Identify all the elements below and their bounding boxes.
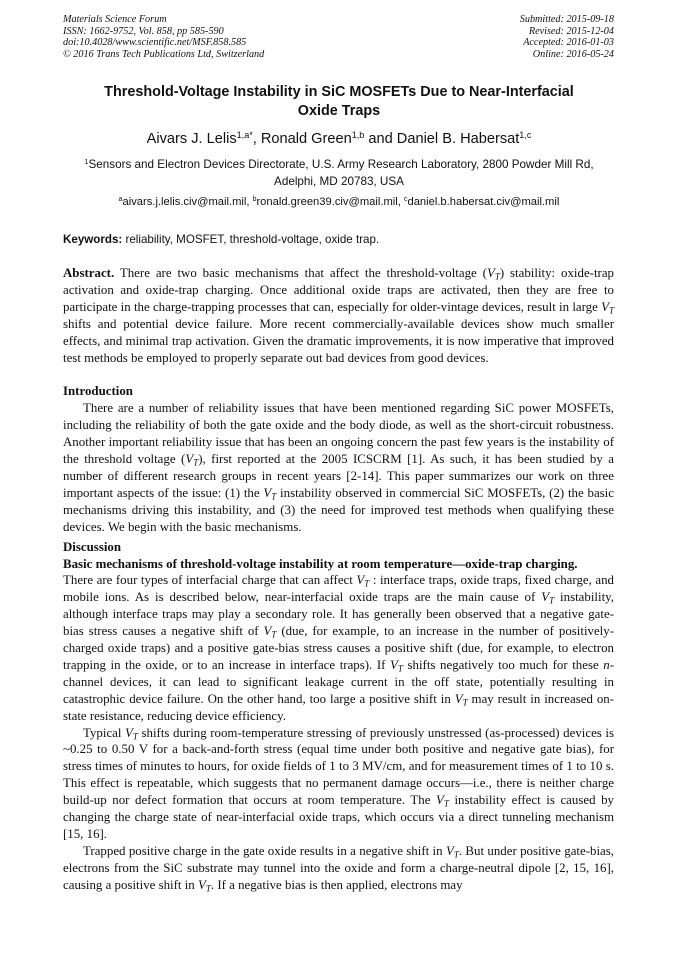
discussion-paragraph: Typical $V_T$ shifts during room-temperature stressing of previously unstressed (as-processed) devices is ~0.25 to 0.50 V for a back-and-forth stress (equal time under both positive and negative gate bias), for stress times of minutes to hours, for oxide fields of 1 to 3 MV/cm, and for measurement times of 1 to 10 s. This effect is repeatable, which suggests that no permanent damage occurs—i.e., there is neither charge build-up nor defect formation that occurs at room temperature. The $V_T$ instability effect is caused by changing the charge state of near-interfacial oxide traps, which occurs via a direct tunneling mechanism [15, 16]. xyxy=(63,725,614,841)
journal-info xyxy=(63,14,264,60)
vt-symbol: $V_T$ xyxy=(356,573,370,589)
author-name: Daniel B. Habersat xyxy=(396,131,520,147)
email-address[interactable]: daniel.b.habersat.civ@mail.mil xyxy=(407,196,560,208)
doi-line: doi:10.4028/www.scientific.net/MSF.858.585 xyxy=(63,37,247,49)
accepted-date: Accepted: 2016-01-03 xyxy=(523,37,614,49)
author-superscript: 1,a* xyxy=(236,130,253,141)
abstract-label: Abstract. xyxy=(63,266,115,280)
author-list xyxy=(0,131,678,147)
affiliation-line-2: Adelphi, MD 20783, USA xyxy=(274,174,404,188)
abstract-paragraph xyxy=(63,265,614,366)
subsection-heading: Basic mechanisms of threshold-voltage instability at room temperature—oxide-trap charging. xyxy=(63,556,578,571)
paper-body xyxy=(63,265,614,894)
vt-symbol: $V_T$ xyxy=(541,590,555,606)
email-superscript: a xyxy=(118,196,123,204)
vt-symbol: $V_T$ xyxy=(486,266,500,282)
affiliation xyxy=(60,157,618,190)
title-line-2: Oxide Traps xyxy=(297,102,381,119)
author-name: Ronald Green xyxy=(260,131,352,147)
copyright-line: © 2016 Trans Tech Publications Ltd, Switzerland xyxy=(63,48,265,60)
author-separator: , xyxy=(252,131,261,147)
email-address[interactable]: ronald.green39.civ@mail.mil xyxy=(256,196,398,208)
vt-symbol: $V_T$ xyxy=(601,299,614,316)
abstract-text: There are two basic mechanisms that affect the threshold-voltage ( xyxy=(114,266,487,280)
journal-name: Materials Science Forum xyxy=(63,14,167,25)
section-heading-introduction: Introduction xyxy=(63,384,133,399)
keywords-text: reliability, MOSFET, threshold-voltage, oxide trap. xyxy=(122,233,380,246)
vt-symbol: $V_T$ xyxy=(454,691,468,707)
submission-dates xyxy=(520,14,614,60)
vt-symbol: $V_T$ xyxy=(263,624,277,640)
email-separator: , xyxy=(246,196,253,208)
email-superscript: c xyxy=(404,196,408,204)
keywords xyxy=(63,233,379,246)
author-superscript: 1,b xyxy=(351,130,365,141)
keywords-label: Keywords: xyxy=(63,233,123,246)
author-name: Aivars J. Lelis xyxy=(146,131,237,147)
section-heading-discussion: Discussion xyxy=(63,539,122,554)
abstract-text: ) stability: oxide-trap activation and oxide-trap charging. Once additional oxide traps are activated, then they are free to participate in the charge-trapping processes that can, especially for older-vintage devices, result in large xyxy=(63,266,614,314)
paper-title xyxy=(40,83,638,120)
vt-symbol: $V_T$ xyxy=(185,452,199,468)
affiliation-superscript: 1 xyxy=(84,157,89,167)
vt-symbol: $V_T$ xyxy=(445,843,459,860)
vt-symbol: $V_T$ xyxy=(125,725,138,741)
revised-date: Revised: 2015-12-04 xyxy=(528,25,614,37)
discussion-paragraph: Trapped positive charge in the gate oxide results in a negative shift in $V_T$. But under positive gate-bias, electrons from the SiC substrate may tunnel into the oxide and form a charge-neutral dipole [2, 15, 16], causing a positive shift in $V_T$. If a negative bias is then applied, electrons may xyxy=(63,843,615,893)
vt-symbol: $V_T$ xyxy=(436,793,449,809)
affiliation-line-1: Sensors and Electron Devices Directorate, U.S. Army Research Laboratory, 2800 Powder Mill Rd, xyxy=(88,158,594,171)
issn-line: ISSN: 1662-9752, Vol. 858, pp 585-590 xyxy=(63,25,224,37)
vt-symbol: $V_T$ xyxy=(263,485,277,502)
author-emails xyxy=(0,196,678,208)
email-separator: , xyxy=(397,196,404,208)
author-superscript: 1,c xyxy=(519,130,532,141)
submitted-date: Submitted: 2015-09-18 xyxy=(519,14,614,25)
introduction-paragraph: There are a number of reliability issues that have been mentioned regarding SiC power MOSFETs, including the reliability of both the gate oxide and the body diode, as well as the short-circuit robustness. Another important reliability issue that has been an ongoing concern the past few years is the instability of the threshold voltage $(V_T)$, first reported at the 2005 ICSCRM [1]. As such, it has been studied by a number of different research groups in recent years [2-14]. This paper summarizes our work on three important aspects of the issue: (1) the $V_T$ instability observed in commercial SiC MOSFETs, (2) the basic mechanisms driving this instability, and (3) the need for improved test methods when qualifying these devices. We begin with the basic mechanisms. xyxy=(63,401,614,534)
author-separator: and xyxy=(364,131,397,147)
abstract-text: shifts and potential device failure. More recent commercially-available devices show much smaller effects, and minimal trap activation. Given the dramatic improvements, it is now imperative that improved test methods be employed to properly separate out bad devices from good devices. xyxy=(63,316,614,365)
email-address[interactable]: aivars.j.lelis.civ@mail.mil xyxy=(122,196,247,208)
vt-symbol: $V_T$ xyxy=(197,877,211,893)
title-line-1: Threshold-Voltage Instability in SiC MOSFETs Due to Near-Interfacial xyxy=(104,84,574,100)
discussion-paragraph: There are four types of interfacial charge that can affect $V_T$ : interface traps, oxide traps, fixed charge, and mobile ions. As is described below, near-interfacial oxide traps are the main cause of $V_T$ instability, although interface traps may play a secondary role. It has generally been observed that a negative gate-bias stress causes a negative shift of $V_T$ (due, for example, to an increase in the number of positively-charged oxide traps) and a positive gate-bias stress causes a positive shift (due, for example, to electron trapping in the oxide, or to an increase in interface traps). If $V_T$ shifts negatively too much for these n-channel devices, it can lead to significant leakage current in the off state, potentially resulting in catastrophic device failure. On the other hand, too large a positive shift in $V_T$ may result in increased on-state resistance, reducing device efficiency. xyxy=(63,573,615,723)
vt-symbol: $V_T$ xyxy=(390,657,403,674)
email-superscript: b xyxy=(252,196,257,204)
online-date: Online: 2016-05-24 xyxy=(532,48,614,60)
